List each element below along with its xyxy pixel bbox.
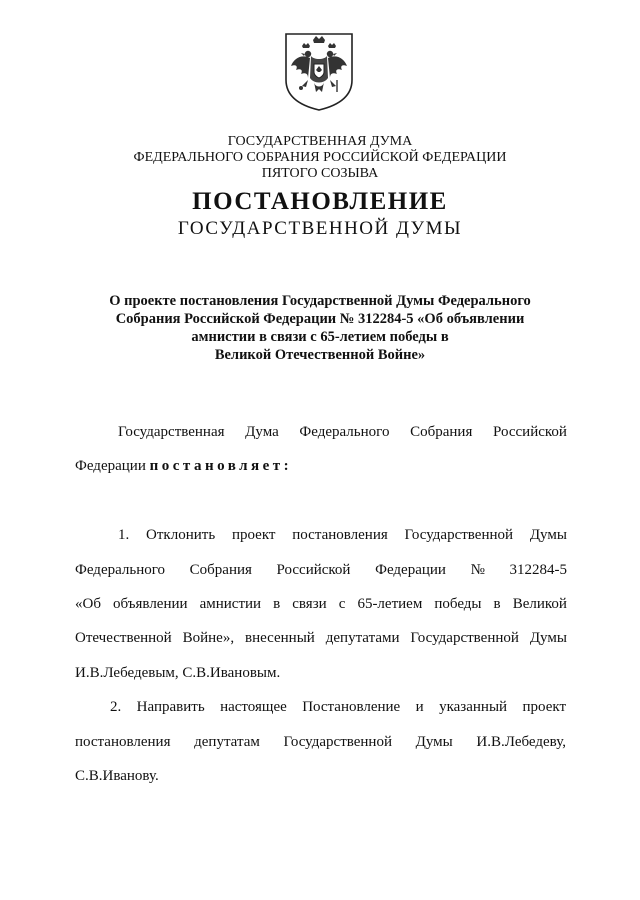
document-subject <box>0 292 640 364</box>
header-line-2: ФЕДЕРАЛЬНОГО СОБРАНИЯ РОССИЙСКОЙ ФЕДЕРАЦИИ <box>133 150 507 165</box>
item2-word: и <box>415 699 424 715</box>
item1-word: амнистии <box>199 596 262 612</box>
preamble-word: Федерального <box>299 424 390 440</box>
preamble-word: Российской <box>493 424 567 440</box>
item1-word: Отечественной <box>75 630 172 646</box>
item1-word: Государственной <box>410 630 519 646</box>
item1-word: проект <box>231 527 276 543</box>
subject-line-1: О проекте постановления Государственной Думы Федерального <box>109 293 531 309</box>
preamble-line-1 <box>118 424 567 441</box>
document-issuer-subtitle: ГОСУДАРСТВЕННОЙ ДУМЫ <box>177 218 463 239</box>
document-type-title: ПОСТАНОВЛЕНИЕ <box>192 188 448 215</box>
item1-word: Государственной <box>404 527 514 543</box>
item1-word: «Об <box>75 596 101 612</box>
item1-word: Российской <box>276 562 351 578</box>
item1-word: постановления <box>292 527 388 543</box>
decree-word: постановляет: <box>149 458 293 474</box>
preamble-word: Федерации <box>75 458 146 474</box>
item1-word: 65-летием <box>357 596 423 612</box>
subject-line-4: Великой Отечественной Войне» <box>214 347 426 363</box>
preamble-word: Дума <box>245 424 279 440</box>
item1-word: Федерального <box>75 562 166 578</box>
item1-word: Собрания <box>189 562 252 578</box>
item1-word: внесенный <box>245 630 315 646</box>
item1-word: объявлении <box>113 596 188 612</box>
item1-word: 312284-5 <box>509 562 567 578</box>
subject-line-2: Собрания Российской Федерации № 312284-5 «Об объявлении <box>115 311 525 327</box>
item1-line-3 <box>75 596 567 613</box>
item2-word: Государственной <box>283 734 392 750</box>
item1-word: Великой <box>512 596 567 612</box>
item2-word: депутатам <box>194 734 260 750</box>
subject-line-3: амнистии в связи с 65-летием победы в <box>191 329 449 345</box>
item1-word: Войне», <box>182 630 235 646</box>
header-line-1: ГОСУДАРСТВЕННАЯ ДУМА <box>227 134 413 149</box>
item2-word: проект <box>522 699 566 715</box>
item1-word: победы <box>434 596 482 612</box>
item1-word: Федерации <box>375 562 446 578</box>
preamble-word: Собрания <box>410 424 473 440</box>
item2-word: постановления <box>75 734 171 750</box>
item2-word: 2. <box>110 699 122 715</box>
item1-line-4 <box>75 630 567 647</box>
coat-of-arms-icon <box>284 32 354 112</box>
item1-word: в <box>273 596 281 612</box>
item2-word: Постановление <box>302 699 401 715</box>
item2-word: Думы <box>415 734 453 750</box>
item1-word: Думы <box>529 527 567 543</box>
item1-word: Отклонить <box>146 527 216 543</box>
item1-word: в <box>493 596 501 612</box>
item2-word: настоящее <box>220 699 287 715</box>
item1-line-1 <box>118 527 567 544</box>
item1-word: депутатами <box>325 630 400 646</box>
item1-word: с <box>338 596 346 612</box>
item1-line-5: И.В.Лебедевым, С.В.Ивановым. <box>75 665 281 681</box>
item2-line-2 <box>75 734 566 751</box>
header-line-3: ПЯТОГО СОЗЫВА <box>261 166 379 181</box>
item2-word: Направить <box>136 699 205 715</box>
item2-line-3: С.В.Иванову. <box>75 768 159 784</box>
item2-word: И.В.Лебедеву, <box>476 734 566 750</box>
item1-word: № <box>470 562 485 578</box>
item1-line-2 <box>75 562 567 579</box>
item2-word: указанный <box>439 699 508 715</box>
preamble-word: Государственная <box>118 424 225 440</box>
item1-word: связи <box>292 596 327 612</box>
item2-line-1 <box>110 699 566 716</box>
item1-word: Думы <box>529 630 567 646</box>
preamble-line-2 <box>75 458 292 475</box>
item1-word: 1. <box>118 527 130 543</box>
issuer-header <box>0 134 640 182</box>
